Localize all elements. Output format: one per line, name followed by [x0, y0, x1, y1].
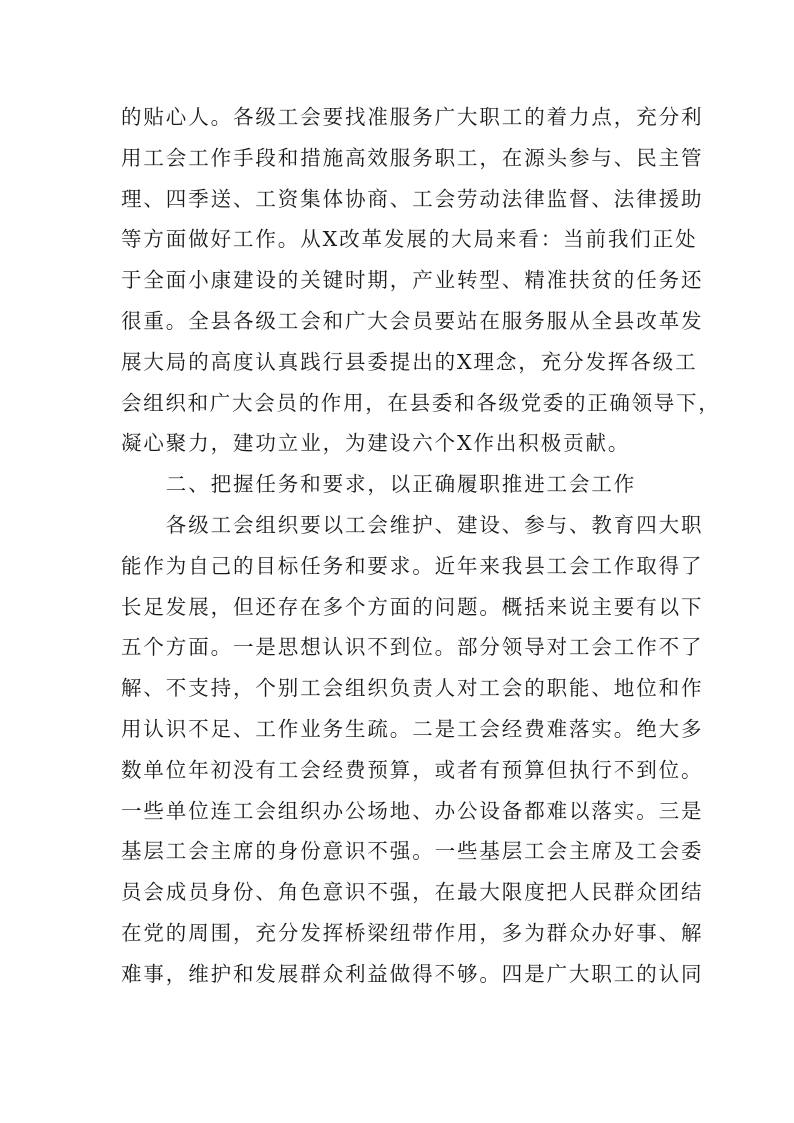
text-line: 等方面做好工作。从X改革发展的大局来看：当前我们正处	[121, 227, 698, 252]
text-line: 的贴心人。各级工会要找准服务广大职工的着力点，充分利	[121, 105, 704, 129]
text-line: 解、不支持，个别工会组织负责人对工会的职能、地位和作	[121, 676, 704, 701]
text-line: 展大局的高度认真践行县委提出的X理念，充分发挥各级工	[121, 349, 698, 374]
text-line: 基层工会主席的身份意识不强。一些基层工会主席及工会委	[121, 839, 704, 864]
text-line: 一些单位连工会组织办公场地、办公设备都难以落实。三是	[121, 798, 704, 823]
text-line: 用工会工作手段和措施高效服务职工，在源头参与、民主管	[121, 145, 704, 170]
text-line: 数单位年初没有工会经费预算，或者有预算但执行不到位。	[121, 757, 704, 782]
text-line: 于全面小康建设的关键时期，产业转型、精准扶贫的任务还	[121, 268, 704, 293]
section-heading: 二、把握任务和要求，以正确履职推进工会工作	[121, 472, 637, 497]
text-line: 长足发展，但还存在多个方面的问题。概括来说主要有以下	[121, 594, 704, 619]
text-line: 难事，维护和发展群众利益做得不够。四是广大职工的认同	[121, 961, 704, 986]
text-line: 凝心聚力，建功立业，为建设六个X作出积极贡献。	[121, 431, 631, 456]
text-line: 五个方面。一是思想认识不到位。部分领导对工会工作不了	[121, 635, 704, 660]
text-line: 员会成员身份、角色意识不强，在最大限度把人民群众团结	[121, 880, 704, 905]
body-text	[121, 97, 721, 995]
text-line: 在党的周围，充分发挥桥梁纽带作用，多为群众办好事、解	[121, 920, 704, 945]
text-line: 会组织和广大会员的作用，在县委和各级党委的正确领导下，	[121, 390, 721, 415]
text-line: 各级工会组织要以工会维护、建设、参与、教育四大职	[121, 512, 704, 537]
text-line: 用认识不足、工作业务生疏。二是工会经费难落实。绝大多	[121, 716, 704, 741]
text-line: 很重。全县各级工会和广大会员要站在服务服从全县改革发	[121, 308, 704, 333]
text-line: 能作为自己的目标任务和要求。近年来我县工会工作取得了	[121, 553, 704, 578]
text-line: 理、四季送、工资集体协商、工会劳动法律监督、法律援助	[121, 186, 704, 211]
